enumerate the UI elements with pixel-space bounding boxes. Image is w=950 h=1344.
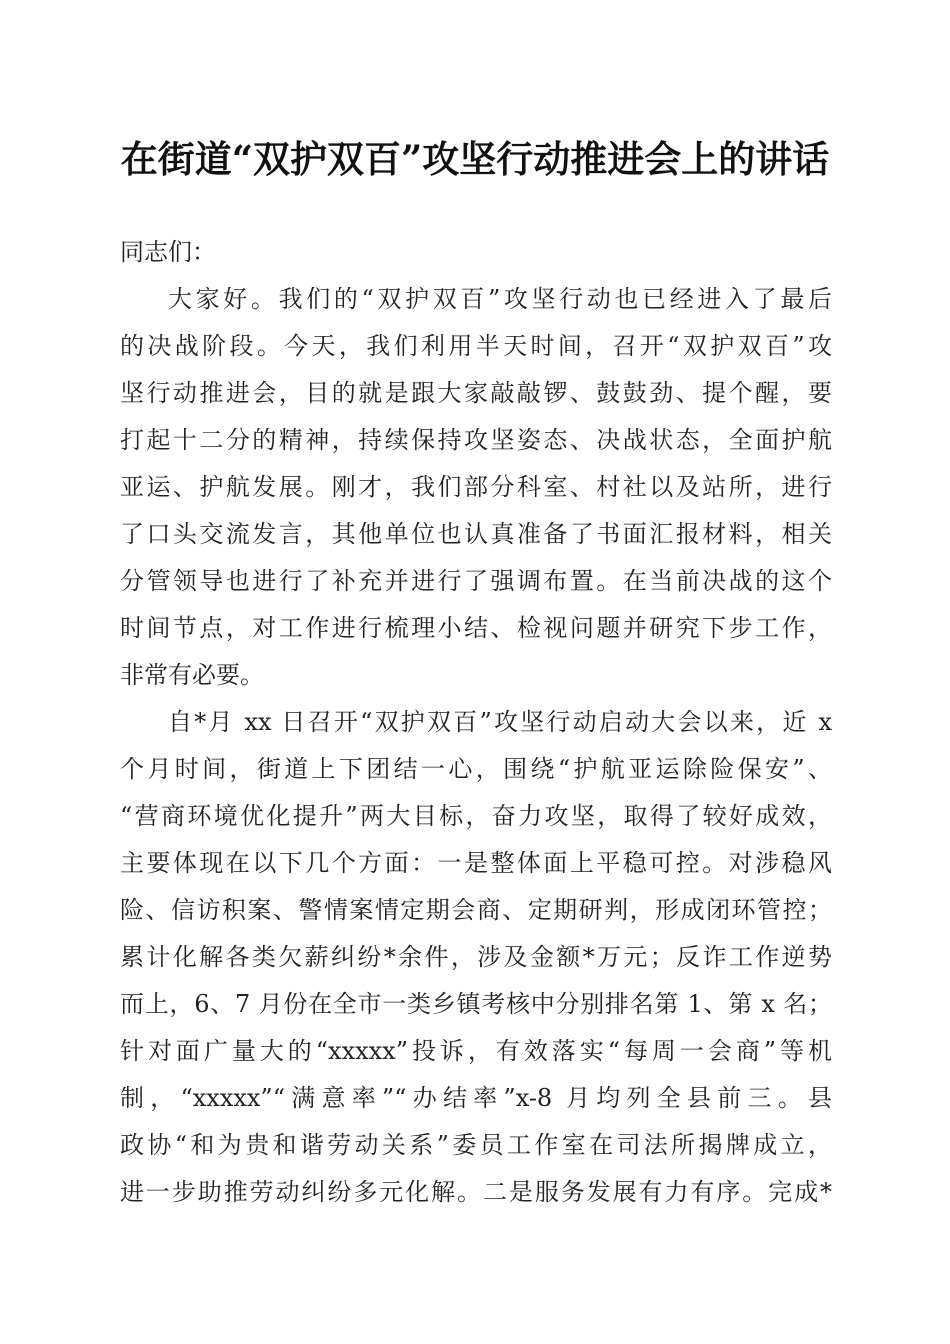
paragraph-line: 亚运、护航发展。刚才，我们部分科室、村社以及站所，进行: [120, 473, 832, 501]
paragraph-line: 制，“xxxxx”“满意率”“办结率”x-8 月均列全县前三。县: [120, 1084, 832, 1112]
paragraph-line: 险、信访积案、警情案情定期会商、定期研判，形成闭环管控；: [120, 896, 832, 924]
salutation: 同志们：: [120, 238, 216, 266]
paragraph-1: [120, 276, 832, 699]
paragraph-line: 个月时间，街道上下团结一心，围绕“护航亚运除险保安”、: [120, 755, 832, 783]
paragraph-line: 分管领导也进行了补充并进行了强调布置。在当前决战的这个: [120, 567, 832, 595]
paragraph-line: 大家好。我们的“双护双百”攻坚行动也已经进入了最后: [168, 285, 832, 313]
paragraph-line: 的决战阶段。今天，我们利用半天时间，召开“双护双百”攻: [120, 332, 832, 360]
document-body: [120, 229, 832, 1216]
paragraph-line: 而上，6、7 月份在全市一类乡镇考核中分别排名第 1、第 x 名；: [120, 990, 832, 1018]
paragraph-line: 了口头交流发言，其他单位也认真准备了书面汇报材料，相关: [120, 520, 832, 548]
paragraph-line: 进一步助推劳动纠纷多元化解。二是服务发展有力有序。完成*: [120, 1178, 832, 1206]
paragraph-line: “营商环境优化提升”两大目标，奋力攻坚，取得了较好成效，: [120, 802, 832, 830]
paragraph-line: 非常有必要。: [120, 661, 264, 689]
paragraph-line: 时间节点，对工作进行梳理小结、检视问题并研究下步工作，: [120, 614, 832, 642]
paragraph-line: 政协“和为贵和谐劳动关系”委员工作室在司法所揭牌成立，: [120, 1131, 832, 1159]
paragraph-line: 坚行动推进会，目的就是跟大家敲敲锣、鼓鼓劲、提个醒，要: [120, 379, 832, 407]
paragraph-line: 打起十二分的精神，持续保持攻坚姿态、决战状态，全面护航: [120, 426, 832, 454]
paragraph-line: 累计化解各类欠薪纠纷*余件，涉及金额*万元；反诈工作逆势: [120, 943, 832, 971]
paragraph-line: 针对面广量大的“xxxxx”投诉，有效落实“每周一会商”等机: [120, 1037, 832, 1065]
paragraph-2: [120, 699, 832, 1216]
paragraph-line: 自*月 xx 日召开“双护双百”攻坚行动启动大会以来，近 x: [168, 708, 832, 736]
document-title: 在街道“双护双百”攻坚行动推进会上的讲话: [120, 137, 830, 181]
paragraph-line: 主要体现在以下几个方面：一是整体面上平稳可控。对涉稳风: [120, 849, 832, 877]
